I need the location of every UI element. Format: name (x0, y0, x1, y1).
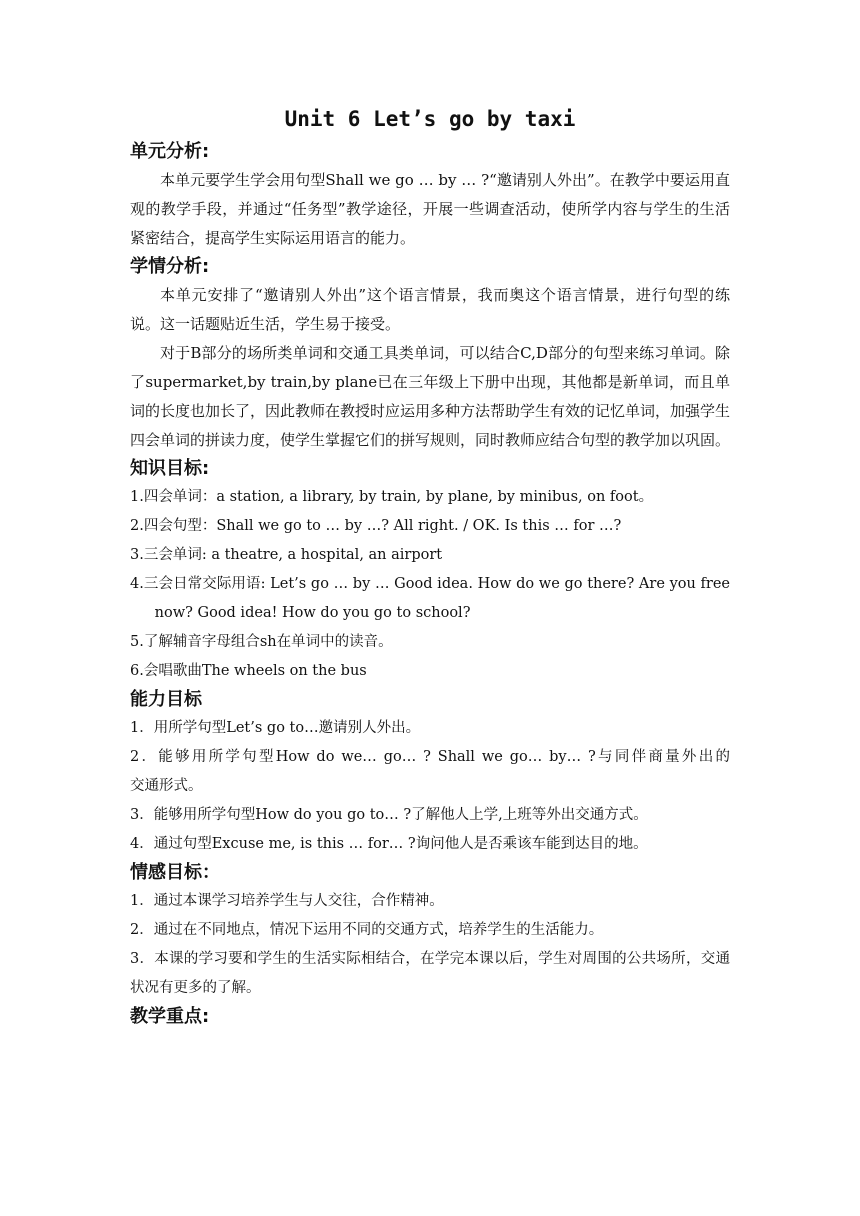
list-item: 2．通过在不同地点，情况下运用不同的交通方式，培养学生的生活能力。 (130, 922, 604, 938)
heading-knowledge-goals: 知识目标: (130, 458, 210, 479)
list-item: 4.三会日常交际用语: Let’s go … by … Good idea. How do we go there? Are you free now? Good idea! How do you go to school? (130, 576, 730, 621)
section-emotion-goals (130, 859, 730, 1003)
list-item: 1．用所学句型Let’s go to…邀请别人外出。 (130, 720, 421, 736)
list-item: 3．能够用所学句型How do you go to… ?了解他人上学,上班等外出交通方式。 (130, 807, 648, 823)
section-knowledge-goals (130, 455, 730, 686)
heading-ability-goals: 能力目标 (130, 689, 202, 710)
list-item: 6.会唱歌曲The wheels on the bus (130, 663, 367, 679)
paragraph: 本单元安排了“邀请别人外出”这个语言情景，我而奥这个语言情景，进行句型的练说。这一话题贴近生活，学生易于接受。 (130, 286, 730, 333)
list-item: 5.了解辅音字母组合sh在单词中的读音。 (130, 634, 393, 650)
list-item: 3.三会单词: a theatre, a hospital, an airport (130, 547, 443, 563)
heading-teaching-focus: 教学重点: (130, 1006, 210, 1027)
section-unit-analysis (130, 138, 730, 253)
list-item: 1.四会单词：a station, a library, by train, by plane, by minibus, on foot。 (130, 489, 654, 505)
list-item: 3．本课的学习要和学生的生活实际相结合，在学完本课以后，学生对周围的公共场所，交通状况有更多的了解。 (130, 951, 730, 996)
list-item: 2．能够用所学句型How do we… go… ? Shall we go… by… ?与同伴商量外出的 交通形式。 (130, 749, 817, 794)
heading-emotion-goals: 情感目标： (130, 862, 220, 883)
document-title: Unit 6 Let’s go by taxi (284, 107, 576, 131)
section-teaching-focus (130, 1003, 730, 1031)
heading-learner-analysis: 学情分析: (130, 256, 210, 277)
heading-unit-analysis: 单元分析: (130, 141, 210, 162)
list-item: 1．通过本课学习培养学生与人交往，合作精神。 (130, 893, 444, 909)
list-item: 4．通过句型Excuse me, is this … for… ?询问他人是否乘该车能到达目的地。 (130, 836, 648, 852)
section-ability-goals (130, 686, 817, 859)
list-item: 2.四会句型：Shall we go to … by …? All right. / OK. Is this … for …? (130, 518, 622, 534)
paragraph: 对于B部分的场所类单词和交通工具类单词，可以结合C,D部分的句型来练习单词。除了supermarket,by train,by plane已在三年级上下册中出现，其他都是新单词，而且单词的长度也加长了，因此教师在教授时应运用多种方法帮助学生有效的记忆单词，加强学生四会单词的拼读力度，使学生掌握它们的拼写规则，同时教师应结合句型的教学加以巩固。 (130, 344, 731, 449)
paragraph: 本单元要学生学会用句型Shall we go … by … ?“邀请别人外出”。在教学中要运用直观的教学手段，并通过“任务型”教学途径，开展一些调查活动，使所学内容与学生的生活紧密结合，提高学生实际运用语言的能力。 (130, 171, 730, 247)
section-learner-analysis (130, 253, 730, 455)
